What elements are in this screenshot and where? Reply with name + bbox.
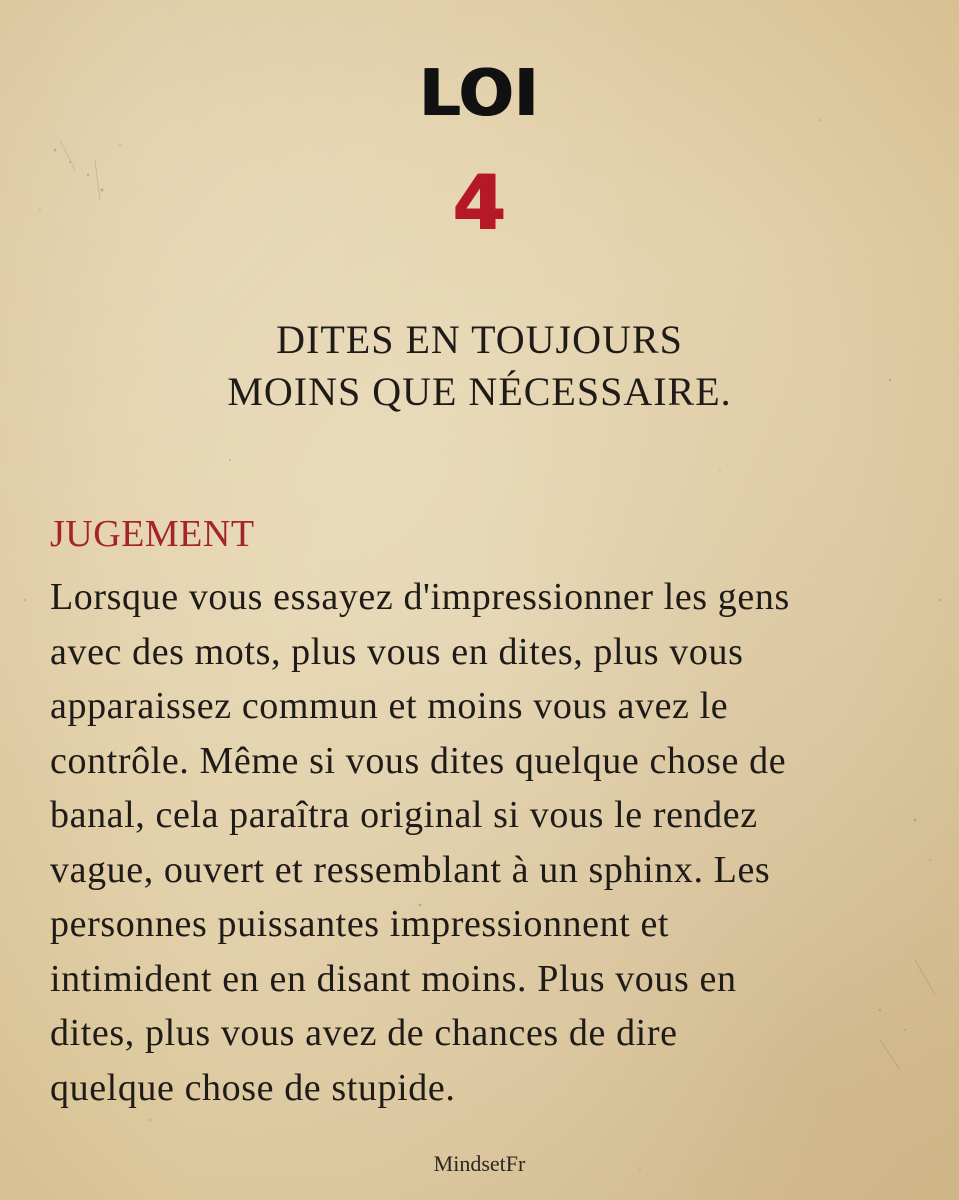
body-line: vague, ouvert et ressemblant à un sphinx. Les xyxy=(50,848,771,891)
body-line: banal, cela paraîtra original si vous le rendez xyxy=(50,794,758,836)
section-label: JUGEMENT xyxy=(50,513,255,555)
body-line: avec des mots, plus vous en dites, plus vous xyxy=(50,630,744,673)
headline xyxy=(0,314,959,418)
headline-line: MOINS QUE NÉCESSAIRE. xyxy=(227,369,732,414)
law-number: 4 xyxy=(453,158,506,247)
headline-line: DITES EN TOUJOURS xyxy=(276,317,683,362)
author-signature: MindsetFr xyxy=(433,1151,526,1176)
body-line: personnes puissantes impressionnent et xyxy=(50,903,670,945)
page-title: LOI xyxy=(419,57,540,131)
body-line: intimident en en disant moins. Plus vous en xyxy=(50,957,737,1000)
body-line: apparaissez commun et moins vous avez le xyxy=(50,685,729,727)
body-line: contrôle. Même si vous dites quelque chose de xyxy=(50,739,787,782)
body-line: Lorsque vous essayez d'impressionner les gens xyxy=(50,576,790,618)
body-line: dites, plus vous avez de chances de dire xyxy=(50,1012,678,1054)
body-paragraph xyxy=(50,570,920,1115)
body-line: quelque chose de stupide. xyxy=(50,1066,456,1109)
